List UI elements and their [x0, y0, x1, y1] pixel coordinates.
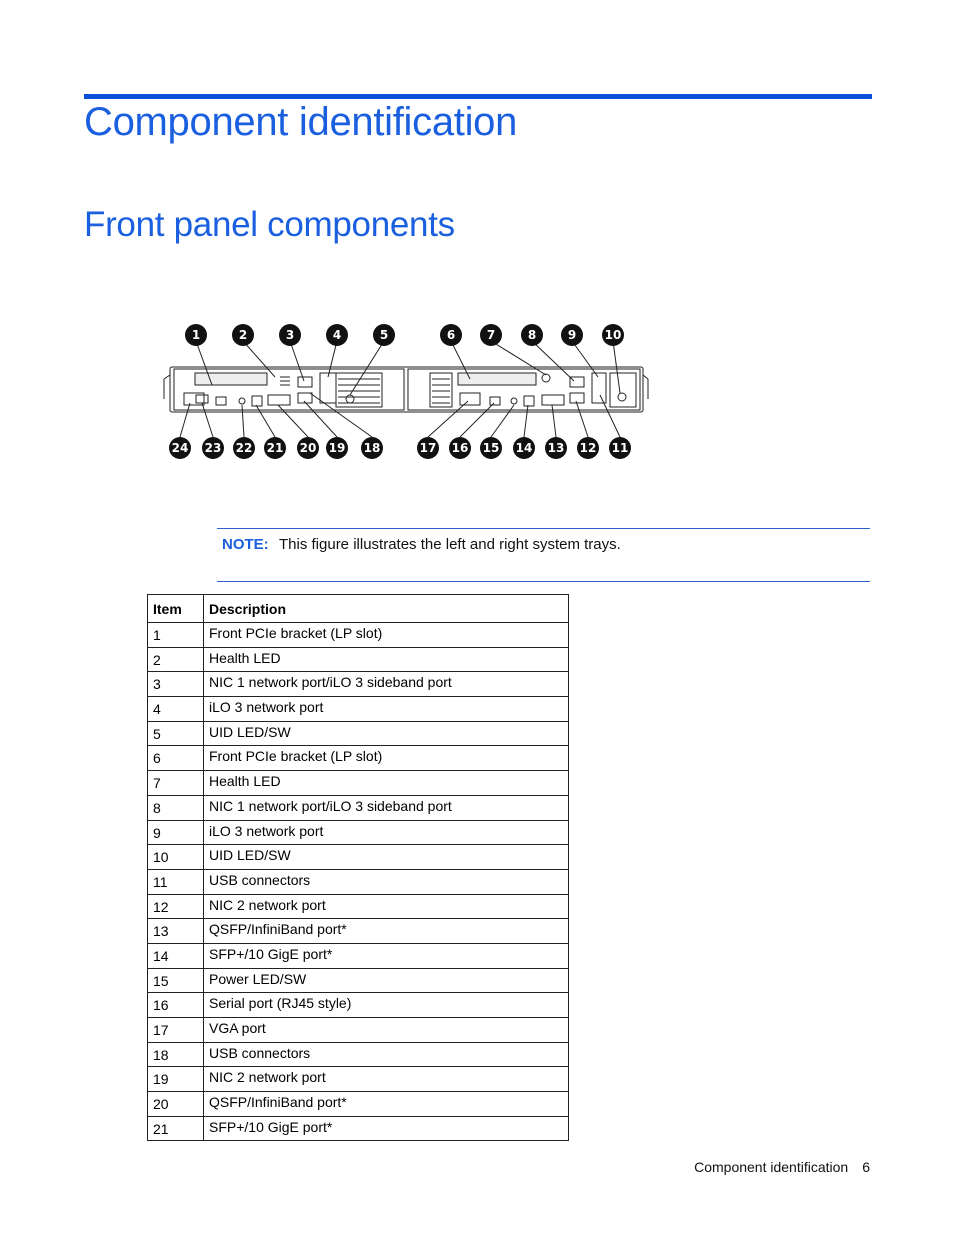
callout-number: 20	[299, 441, 317, 455]
callout-14	[513, 437, 535, 459]
column-header-item: Item	[148, 595, 204, 623]
callout-24	[169, 437, 191, 459]
item-description: NIC 1 network port/iLO 3 sideband port	[204, 795, 569, 820]
table-row	[148, 623, 569, 648]
callout-6	[440, 324, 462, 346]
item-description: SFP+/10 GigE port*	[204, 1116, 569, 1141]
item-description: NIC 2 network port	[204, 1067, 569, 1092]
callout-7	[480, 324, 502, 346]
item-number: 1	[148, 623, 204, 648]
item-description: Health LED	[204, 771, 569, 796]
table-row	[148, 1018, 569, 1043]
item-description: iLO 3 network port	[204, 697, 569, 722]
item-number: 12	[148, 894, 204, 919]
section-heading: Front panel components	[84, 205, 455, 244]
item-number: 11	[148, 869, 204, 894]
item-description: Health LED	[204, 647, 569, 672]
table-row	[148, 943, 569, 968]
callout-23	[202, 437, 224, 459]
callout-16	[449, 437, 471, 459]
item-description: Front PCIe bracket (LP slot)	[204, 623, 569, 648]
item-description: QSFP/InfiniBand port*	[204, 1092, 569, 1117]
table-header-row	[148, 595, 569, 623]
callout-number: 17	[419, 441, 437, 455]
callout-number: 15	[482, 441, 500, 455]
callout-number: 23	[204, 441, 222, 455]
callout-9	[561, 324, 583, 346]
callout-number: 6	[446, 328, 456, 342]
item-number: 8	[148, 795, 204, 820]
callout-number: 1	[191, 328, 201, 342]
callout-number: 4	[332, 328, 342, 342]
item-number: 20	[148, 1092, 204, 1117]
table-row	[148, 993, 569, 1018]
callout-number: 3	[285, 328, 295, 342]
callout-number: 9	[567, 328, 577, 342]
callout-8	[521, 324, 543, 346]
item-number: 14	[148, 943, 204, 968]
item-description: NIC 1 network port/iLO 3 sideband port	[204, 672, 569, 697]
table-body	[148, 623, 569, 1141]
item-description: NIC 2 network port	[204, 894, 569, 919]
note-text: This figure illustrates the left and right system trays.	[279, 536, 621, 553]
item-description: QSFP/InfiniBand port*	[204, 919, 569, 944]
item-description: Serial port (RJ45 style)	[204, 993, 569, 1018]
item-number: 2	[148, 647, 204, 672]
item-number: 21	[148, 1116, 204, 1141]
callout-number: 8	[527, 328, 537, 342]
callout-5	[373, 324, 395, 346]
table-row	[148, 721, 569, 746]
callout-number: 13	[547, 441, 565, 455]
callout-21	[264, 437, 286, 459]
table-row	[148, 894, 569, 919]
note-box	[217, 528, 870, 582]
callout-number: 11	[611, 441, 629, 455]
front-panel-illustration	[160, 315, 650, 465]
callout-2	[232, 324, 254, 346]
table-row	[148, 919, 569, 944]
component-table	[147, 594, 569, 1141]
callout-number: 22	[235, 441, 253, 455]
table-row	[148, 697, 569, 722]
item-description: USB connectors	[204, 1042, 569, 1067]
item-description: Front PCIe bracket (LP slot)	[204, 746, 569, 771]
table-row	[148, 1116, 569, 1141]
table-row	[148, 795, 569, 820]
item-number: 4	[148, 697, 204, 722]
table-row	[148, 845, 569, 870]
item-number: 17	[148, 1018, 204, 1043]
table-row	[148, 869, 569, 894]
callout-10	[602, 324, 624, 346]
callout-number: 14	[515, 441, 533, 455]
item-number: 10	[148, 845, 204, 870]
table-row	[148, 647, 569, 672]
table-row	[148, 1042, 569, 1067]
callout-number: 21	[266, 441, 284, 455]
item-number: 3	[148, 672, 204, 697]
callout-17	[417, 437, 439, 459]
item-description: UID LED/SW	[204, 845, 569, 870]
item-description: iLO 3 network port	[204, 820, 569, 845]
callout-22	[233, 437, 255, 459]
item-number: 6	[148, 746, 204, 771]
callout-number: 18	[363, 441, 381, 455]
callout-number: 19	[328, 441, 346, 455]
table-row	[148, 771, 569, 796]
table-row	[148, 746, 569, 771]
callout-4	[326, 324, 348, 346]
item-description: SFP+/10 GigE port*	[204, 943, 569, 968]
callout-number: 10	[604, 328, 622, 342]
item-number: 15	[148, 968, 204, 993]
table-row	[148, 672, 569, 697]
callout-20	[297, 437, 319, 459]
callouts-bottom	[169, 437, 631, 459]
page-number: 6	[862, 1159, 870, 1175]
callout-13	[545, 437, 567, 459]
callout-19	[326, 437, 348, 459]
page-footer	[694, 1159, 870, 1175]
table-row	[148, 968, 569, 993]
callout-11	[609, 437, 631, 459]
callout-18	[361, 437, 383, 459]
item-number: 13	[148, 919, 204, 944]
footer-section: Component identification	[694, 1159, 849, 1175]
title-rule	[84, 94, 872, 99]
table-row	[148, 1067, 569, 1092]
callouts-top	[185, 324, 624, 346]
item-number: 18	[148, 1042, 204, 1067]
front-panel-figure	[160, 315, 650, 465]
page-title: Component identification	[84, 100, 518, 144]
note-label: NOTE:	[222, 536, 269, 553]
callout-3	[279, 324, 301, 346]
item-description: Power LED/SW	[204, 968, 569, 993]
column-header-description: Description	[204, 595, 569, 623]
callout-number: 5	[379, 328, 389, 342]
item-number: 5	[148, 721, 204, 746]
item-number: 9	[148, 820, 204, 845]
item-description: UID LED/SW	[204, 721, 569, 746]
item-number: 19	[148, 1067, 204, 1092]
callout-1	[185, 324, 207, 346]
callout-number: 24	[171, 441, 189, 455]
item-description: VGA port	[204, 1018, 569, 1043]
table-row	[148, 1092, 569, 1117]
table-row	[148, 820, 569, 845]
callout-number: 2	[238, 328, 248, 342]
item-number: 7	[148, 771, 204, 796]
callout-15	[480, 437, 502, 459]
item-number: 16	[148, 993, 204, 1018]
callout-number: 16	[451, 441, 469, 455]
chassis-drawing	[164, 367, 648, 412]
callout-12	[577, 437, 599, 459]
callout-number: 7	[486, 328, 496, 342]
callout-number: 12	[579, 441, 597, 455]
item-description: USB connectors	[204, 869, 569, 894]
